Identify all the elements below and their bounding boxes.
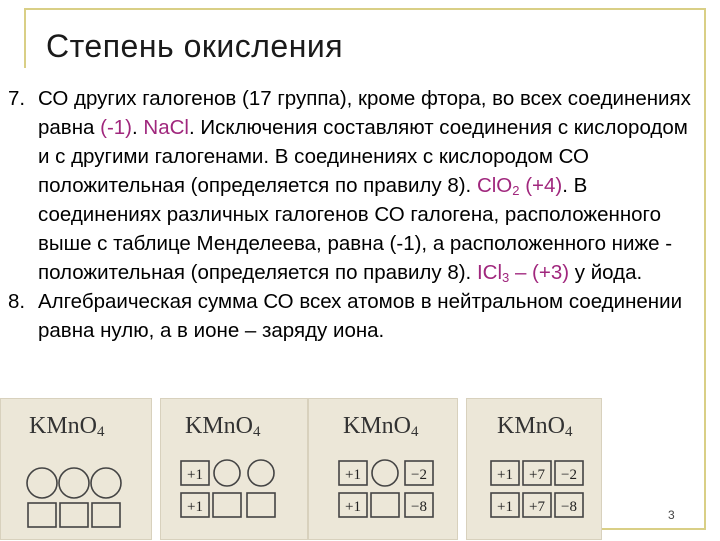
charge-sum-value: −8	[561, 499, 577, 515]
formula-base: ICl	[476, 261, 503, 284]
rule-number: 8.	[8, 290, 26, 313]
atom-circle-mn	[372, 460, 398, 486]
charge-sum-value: +7	[529, 499, 545, 515]
rule-item-8	[8, 287, 698, 345]
rule-text: Алгебраическая сумма СО всех атомов в нейтральном соединении равна нулю, а в ионе – заряду иона.	[38, 290, 683, 342]
example-card-3	[308, 398, 458, 540]
atom-circle-o	[91, 468, 121, 498]
atom-circle-k	[27, 468, 57, 498]
oxidation-value: +1	[345, 467, 361, 483]
card-formula-base: KMnO	[185, 413, 254, 439]
value-box-mn	[371, 493, 399, 517]
highlight-formula-nacl: NaCl	[143, 116, 189, 139]
atom-circle-mn	[214, 460, 240, 486]
value-box-o	[247, 493, 275, 517]
rule-text: . В соединениях различных галогенов СО галогена, расположенного выше с таблице Менделеева, равна (-1), а расположенного ниже - положительная (определяется по правилу 8).	[38, 174, 673, 284]
card-formula-base: KMnO	[497, 413, 566, 439]
card-formula-subscript: 4	[565, 424, 573, 440]
card-diagram	[467, 399, 603, 541]
page-number: 3	[668, 508, 675, 522]
charge-sum-value: +1	[187, 499, 203, 515]
rule-item-7	[8, 84, 698, 287]
formula-subscript: 3	[502, 270, 510, 285]
charge-sum-value: +1	[497, 499, 513, 515]
atom-circle-o	[248, 460, 274, 486]
example-card-4	[466, 398, 602, 540]
card-diagram	[1, 399, 153, 541]
value-box-o	[92, 503, 120, 527]
example-card-1	[0, 398, 152, 540]
oxidation-value: −2	[411, 467, 427, 483]
frame-top-line	[24, 8, 706, 10]
rule-number: 7.	[8, 87, 26, 110]
example-card-2	[160, 398, 308, 540]
rule-text: .	[132, 116, 144, 139]
card-diagram	[309, 399, 459, 541]
card-formula-subscript: 4	[411, 424, 419, 440]
charge-sum-value: +1	[345, 499, 361, 515]
oxidation-value: +1	[187, 467, 203, 483]
rule-text: у йода.	[569, 261, 643, 284]
card-diagram	[161, 399, 309, 541]
card-formula-subscript: 4	[253, 424, 261, 440]
highlight-oxidation-state: (-1)	[100, 116, 133, 139]
charge-sum-value: −8	[411, 499, 427, 515]
card-formula-base: KMnO	[29, 413, 98, 439]
highlight-formula-icl3	[477, 261, 569, 284]
oxidation-value: +1	[497, 467, 513, 483]
frame-left-line	[24, 8, 26, 68]
formula-oxidation: (+4)	[519, 174, 563, 197]
formula-base: ClO	[476, 174, 513, 197]
card-formula-base: KMnO	[343, 413, 412, 439]
oxidation-value: +7	[529, 467, 545, 483]
formula-subscript: 2	[512, 183, 520, 198]
card-formula-subscript: 4	[97, 424, 105, 440]
rule-text: . Исключения составляют соединения с кислородом и с другими галогенами. В соединениях с кислородом СО положительная (определяется по правилу 8).	[38, 116, 688, 197]
slide-title: Степень окисления	[46, 28, 344, 64]
value-box-mn	[60, 503, 88, 527]
highlight-formula-clo2	[477, 174, 562, 197]
atom-circle-mn	[59, 468, 89, 498]
value-box-k	[28, 503, 56, 527]
formula-oxidation: – (+3)	[509, 261, 570, 284]
oxidation-value: −2	[561, 467, 577, 483]
rule-text: СО других галогенов (17 группа), кроме фтора, во всех соединениях равна	[38, 87, 691, 139]
rules-list	[8, 84, 698, 345]
value-box-mn	[213, 493, 241, 517]
example-cards	[0, 398, 720, 540]
